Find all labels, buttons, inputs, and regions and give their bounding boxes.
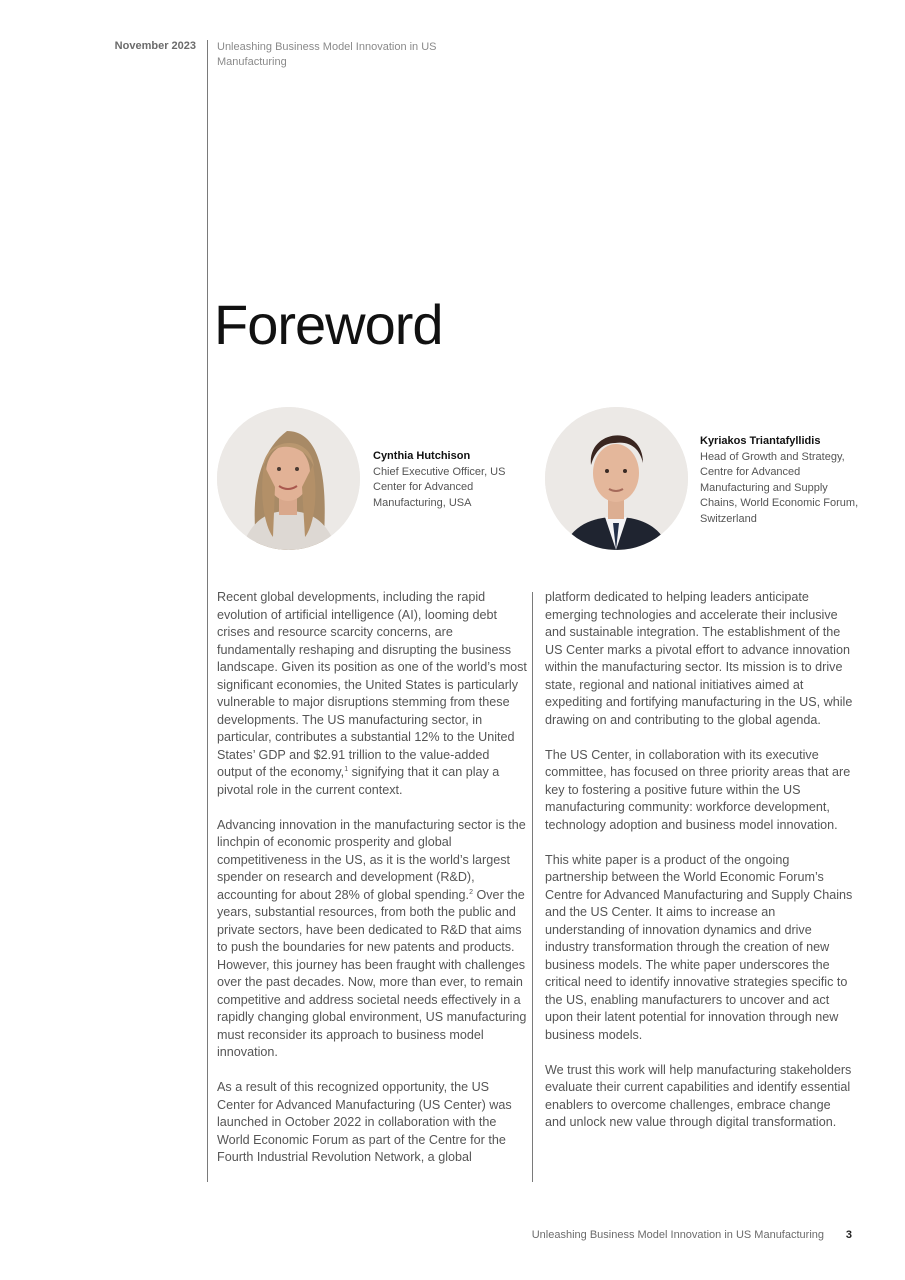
paragraph-text: Recent global developments, including the rapid evolution of artificial intelligence (AI), looming debt crises and resource scarcity concerns, are fundamentally reshaping and disrupting the business landscape. Given its position as one of the world’s most significant economies, the United States is particularly vulnerable to major disruptions stemming from these developments. The US manufacturing sector, in particular, contributes a substantial 12% to the United States’ GDP and $2.91 trillion to the value-added output of the economy, [217, 590, 527, 779]
body-paragraph [217, 817, 527, 1062]
body-paragraph: As a result of this recognized opportunity, the US Center for Advanced Manufacturing (US Center) was launched in October 2022 in collaboration with the World Economic Forum as part of the Centre for the Fourth Industrial Revolution Network, a global [217, 1080, 512, 1164]
paragraph-text: Over the years, substantial resources, from both the public and private sectors, have been dedicated to R&D that aims to push the boundaries for new patents and products. However, this journey has been fraught with challenges over the past decades. Now, more than ever, to remain competitive and address societal needs effectively in a rapidly changing global environment, US manufacturing must reconsider its approach to business model innovation. [217, 887, 527, 1059]
paragraph-text: Advancing innovation in the manufacturing sector is the linchpin of economic prosperity and global competitiveness in the US, as it is the world’s largest spender on research and development (R&D), accounting for about 28% of global spending. [217, 817, 526, 902]
author-name: Cynthia Hutchison [373, 450, 471, 462]
body-paragraph: We trust this work will help manufacturing stakeholders evaluate their current capabilities and identify essential enablers to overcome challenges, embrace change and unlock new value through digital transformation. [545, 1062, 852, 1129]
author-role: Chief Executive Officer, US Center for Advanced Manufacturing, USA [373, 465, 506, 509]
column-divider-rule [532, 592, 533, 1182]
author-portrait-kyriakos-triantafyllidis [545, 407, 688, 550]
body-paragraph [217, 589, 527, 799]
header-document-title: Unleashing Business Model Innovation in US Manufacturing [217, 41, 437, 68]
author-role: Head of Growth and Strategy, Centre for Advanced Manufacturing and Supply Chains, World Economic Forum, Switzerland [700, 450, 859, 525]
body-paragraph: The US Center, in collaboration with its executive committee, has focused on three priority areas that are key to fostering a positive future within the US manufacturing community: workforce development, technology adoption and business model innovation. [545, 747, 851, 832]
paragraph-text: signifying that it can play a pivotal role in the current context. [217, 765, 500, 797]
portrait-photo-man [545, 407, 688, 550]
author-caption-1 [373, 449, 523, 511]
body-paragraph: This white paper is a product of the ongoing partnership between the World Economic Forum’s Centre for Advanced Manufacturing and Supply Chains and the US Center. It aims to increase an understanding of innovation dynamics and drive industry transformation through the creation of new business models. The white paper underscores the critical need to identify innovative strategies specific to the US, enabling manufacturers to uncover and act upon their latent potential for innovation through new business models. [545, 852, 853, 1042]
page-title: Foreword [214, 293, 443, 356]
left-margin-rule [207, 40, 208, 1182]
header-date: November 2023 [114, 40, 196, 52]
portrait-photo-woman [217, 407, 360, 550]
author-portrait-cynthia-hutchison [217, 407, 360, 550]
author-caption-2 [700, 434, 860, 527]
body-column-left [217, 589, 527, 1184]
footnote-ref: 2 [469, 888, 473, 896]
body-paragraph: platform dedicated to helping leaders anticipate emerging technologies and accelerate their inclusive and sustainable integration. The establishment of the US Center marks a pivotal effort to advance innovation within the manufacturing sector. Its mission is to drive state, regional and national initiatives aimed at expediting and fortifying manufacturing in the US, while drawing on and contributing to the global agenda. [545, 590, 853, 727]
body-column-right [545, 589, 855, 1149]
page-number: 3 [845, 1229, 852, 1241]
author-name: Kyriakos Triantafyllidis [700, 435, 821, 447]
footnote-ref: 1 [344, 765, 349, 773]
footer-document-title: Unleashing Business Model Innovation in US Manufacturing [531, 1229, 824, 1241]
